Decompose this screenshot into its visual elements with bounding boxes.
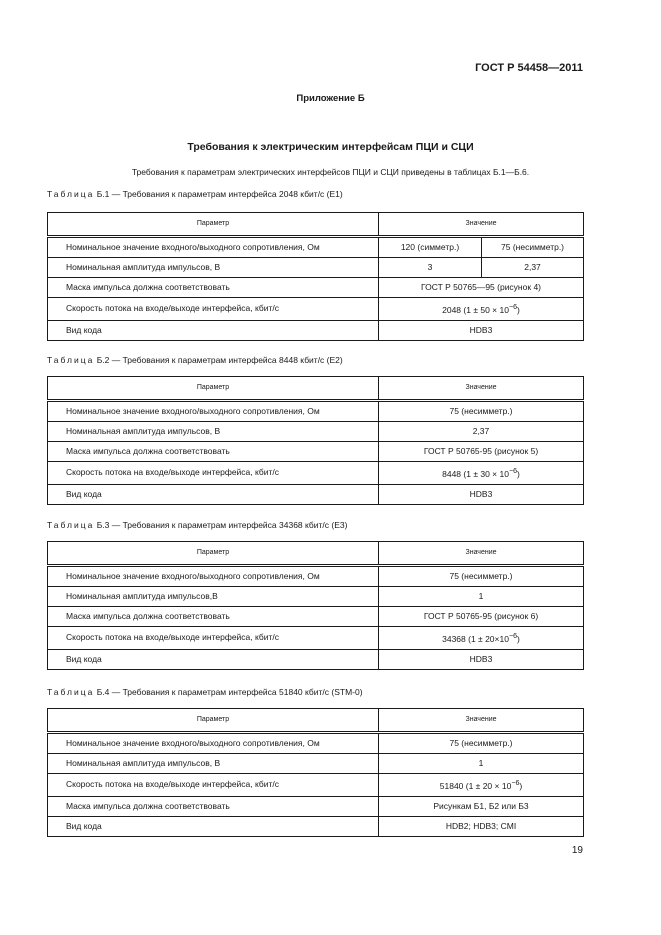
value-exponent: −6: [511, 779, 520, 787]
value-tail: ): [519, 780, 523, 791]
param-cell: Номинальная амплитуда импульсов, В: [48, 754, 379, 774]
table-caption: [47, 189, 343, 199]
page-number: 19: [571, 845, 583, 856]
header-value: Значение: [379, 709, 584, 733]
value-cell: 1: [379, 587, 584, 607]
header-param: Параметр: [48, 213, 379, 237]
table-row: [48, 816, 584, 836]
param-cell: Маска импульса должна соответствовать: [48, 607, 379, 627]
value-tail: ): [517, 304, 520, 315]
param-cell: Маска импульса должна соответствовать: [48, 796, 379, 816]
param-cell: Вид кода: [48, 816, 379, 836]
value-tail: ): [517, 633, 520, 644]
header-param: Параметр: [48, 709, 379, 733]
value-cell: 2,37: [482, 258, 584, 278]
param-cell: Номинальная амплитуда импульсов, В: [48, 422, 379, 442]
table-row: [48, 733, 584, 754]
table-row: [48, 649, 584, 669]
table-row: [48, 237, 584, 258]
table-b2: [47, 376, 584, 505]
table-header-row: [48, 213, 584, 237]
table-row: [48, 401, 584, 422]
param-cell: Номинальное значение входного/выходного сопротивления, Ом: [48, 401, 379, 422]
param-cell: Номинальное значение входного/выходного сопротивления, Ом: [48, 566, 379, 587]
annex-heading: Требования к электрическим интерфейсам ПЦИ и СЦИ: [187, 141, 474, 153]
value-exponent: −6: [508, 632, 518, 640]
value-cell: 75 (несимметр.): [379, 566, 584, 587]
param-cell: Скорость потока на входе/выходе интерфейса, кбит/с: [48, 627, 379, 650]
table-row: [48, 484, 584, 504]
value-cell: 3: [379, 258, 482, 278]
value-exponent: −6: [508, 303, 518, 311]
table-row: [48, 587, 584, 607]
intro-paragraph: Требования к параметрам электрических интерфейсов ПЦИ и СЦИ приведены в таблицах Б.1—Б.6.: [131, 167, 530, 177]
table-b3: [47, 541, 584, 670]
value-cell: ГОСТ Р 50765—95 (рисунок 4): [379, 278, 584, 298]
value-cell: ГОСТ Р 50765-95 (рисунок 5): [379, 442, 584, 462]
value-cell: 75 (несимметр.): [379, 401, 584, 422]
param-cell: Номинальное значение входного/выходного сопротивления, Ом: [48, 733, 379, 754]
table-row: [48, 442, 584, 462]
table-b1: [47, 212, 584, 341]
value-cell: 1: [379, 754, 584, 774]
value-cell: [379, 462, 584, 485]
table-row: [48, 796, 584, 816]
table-row: [48, 258, 584, 278]
table-row: [48, 278, 584, 298]
value-text: 8448 (1 ± 30 × 10: [442, 468, 509, 479]
param-cell: Номинальная амплитуда импульсов, В: [48, 258, 379, 278]
header-param: Параметр: [48, 542, 379, 566]
value-text: 51840 (1 ± 20 × 10: [439, 780, 512, 791]
table-row: [48, 627, 584, 650]
table-caption: [47, 355, 343, 365]
table-header-row: [48, 542, 584, 566]
caption-prefix: Таблица: [47, 189, 95, 199]
param-cell: Вид кода: [48, 320, 379, 340]
value-cell: HDB3: [379, 649, 584, 669]
table-row: [48, 320, 584, 340]
value-cell: [379, 627, 584, 650]
value-cell: HDB3: [379, 320, 584, 340]
value-cell: 120 (симметр.): [379, 237, 482, 258]
document-code: ГОСТ Р 54458—2011: [475, 62, 583, 74]
table-row: [48, 566, 584, 587]
annex-title: Приложение Б: [296, 93, 365, 104]
param-cell: Маска импульса должна соответствовать: [48, 278, 379, 298]
value-cell: [379, 774, 584, 797]
table-row: [48, 422, 584, 442]
table-row: [48, 774, 584, 797]
value-cell: 2,37: [379, 422, 584, 442]
caption-text: Б.3 — Требования к параметрам интерфейса 34368 кбит/с (E3): [94, 520, 348, 530]
value-exponent: −6: [508, 467, 518, 475]
param-cell: Номинальная амплитуда импульсов,В: [48, 587, 379, 607]
caption-prefix: Таблица: [47, 520, 95, 530]
value-cell: Рисункам Б1, Б2 или Б3: [379, 796, 584, 816]
value-cell: 75 (несимметр.): [379, 733, 584, 754]
caption-prefix: Таблица: [47, 687, 95, 697]
param-cell: Скорость потока на входе/выходе интерфейса, кбит/с: [48, 774, 379, 797]
table-caption: [47, 687, 363, 697]
table-row: [48, 462, 584, 485]
table-header-row: [48, 709, 584, 733]
table-row: [48, 607, 584, 627]
param-cell: Скорость потока на входе/выходе интерфейса, кбит/с: [48, 298, 379, 321]
header-value: Значение: [379, 542, 584, 566]
table-b4: [47, 708, 584, 837]
param-cell: Скорость потока на входе/выходе интерфейса, кбит/с: [48, 462, 379, 485]
caption-text: Б.4 — Требования к параметрам интерфейса 51840 кбит/с (STM-0): [94, 687, 363, 697]
table-header-row: [48, 377, 584, 401]
header-value: Значение: [379, 213, 584, 237]
param-cell: Номинальное значение входного/выходного сопротивления, Ом: [48, 237, 379, 258]
value-text: 34368 (1 ± 20×10: [442, 633, 509, 644]
param-cell: Маска импульса должна соответствовать: [48, 442, 379, 462]
value-cell: [379, 298, 584, 321]
value-cell: HDB2; HDB3; CMI: [379, 816, 584, 836]
param-cell: Вид кода: [48, 484, 379, 504]
param-cell: Вид кода: [48, 649, 379, 669]
caption-text: Б.2 — Требования к параметрам интерфейса 8448 кбит/с (E2): [94, 355, 343, 365]
header-value: Значение: [379, 377, 584, 401]
table-caption: [47, 520, 347, 530]
caption-prefix: Таблица: [47, 355, 95, 365]
value-tail: ): [517, 468, 520, 479]
table-row: [48, 298, 584, 321]
value-cell: HDB3: [379, 484, 584, 504]
value-text: 2048 (1 ± 50 × 10: [442, 304, 509, 315]
value-cell: 75 (несимметр.): [482, 237, 584, 258]
caption-text: Б.1 — Требования к параметрам интерфейса 2048 кбит/с (E1): [94, 189, 343, 199]
table-row: [48, 754, 584, 774]
header-param: Параметр: [48, 377, 379, 401]
value-cell: ГОСТ Р 50765-95 (рисунок 6): [379, 607, 584, 627]
